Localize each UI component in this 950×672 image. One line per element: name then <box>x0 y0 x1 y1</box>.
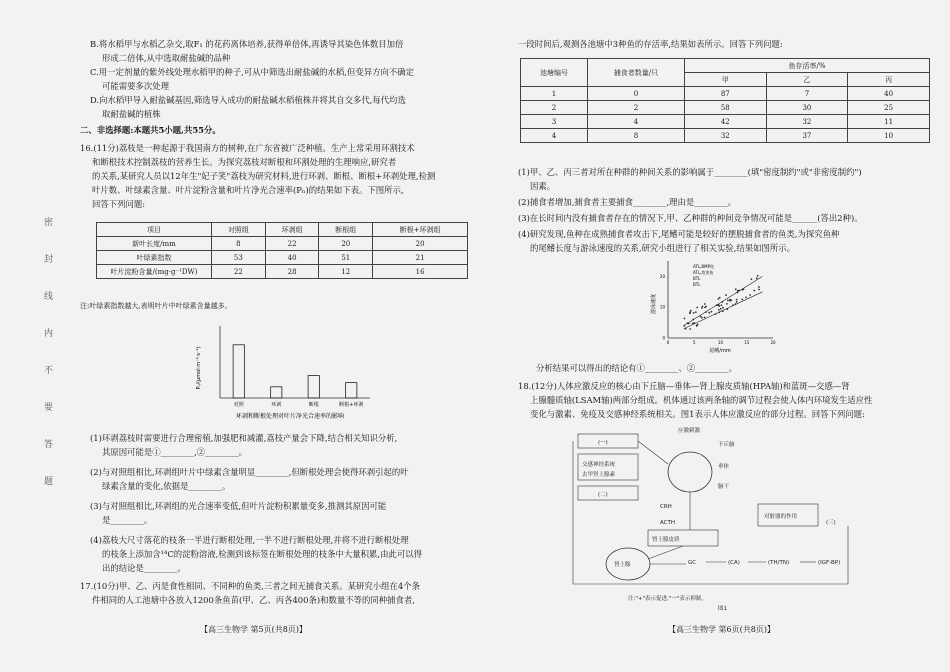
node-label: 交感神经系统 <box>582 462 616 468</box>
table-cell: 4 <box>521 129 588 143</box>
table-cell: 11 <box>848 115 930 129</box>
y-tick-label: 0 <box>662 335 665 341</box>
scatter-chart <box>648 256 778 356</box>
table-cell: 25 <box>848 101 930 115</box>
scatter-point <box>735 288 737 290</box>
scatter-point <box>722 307 724 309</box>
table-cell: 0 <box>588 87 685 101</box>
bar <box>233 345 244 398</box>
table-cell: 新叶长度/mm <box>97 237 212 251</box>
x-tick-label: 10 <box>717 340 724 345</box>
table-header-cell: 鱼存活率/% <box>685 59 930 73</box>
scatter-point <box>708 312 710 314</box>
bar <box>346 383 357 398</box>
table-cell: 叶片淀粉含量/(mg·g⁻¹DW) <box>97 265 212 279</box>
diagram-caption: 注:"+"表示促进,"一"表示抑制。 <box>628 596 707 602</box>
text-line: (4)研究发现,鱼种在成熟捕食者攻击下,尾鳍可能是较好的摆脱捕食者的鱼类,为探究鱼种 <box>518 229 840 239</box>
table-row <box>521 115 930 129</box>
table-cell: 10 <box>848 129 930 143</box>
table-cell: 87 <box>685 87 767 101</box>
table-cell: 2 <box>588 101 685 115</box>
text-line: 其原因可能是①________,②________。 <box>102 447 248 457</box>
hpa-diagram <box>568 424 888 614</box>
x-tick-label: 断根 <box>308 402 319 408</box>
node-label: (二) <box>598 492 608 498</box>
text-line: D.向水稻甲导入耐盐碱基因,筛选导入成功的耐盐碱水稻植株并将其自交多代,每代均选 <box>90 95 406 105</box>
bar <box>271 387 282 398</box>
text-line: (4)荔枝大尺寸落花的枝条一半进行断根处理,一半不进行断根处理,并将不进行断根处理 <box>90 535 409 545</box>
scatter-point <box>727 300 729 302</box>
node-label: (IGF-BP) <box>818 560 841 566</box>
diagram-box <box>578 434 638 448</box>
page-footer: 【高三生物学 第5页(共8页)】 <box>200 625 307 634</box>
scatter-point <box>690 310 692 312</box>
scatter-point <box>719 297 721 299</box>
node-label: (三) <box>826 520 836 526</box>
scatter-point <box>701 317 703 319</box>
text-line: 的关系,某研究人员以12年生"妃子笑"荔枝为研究材料,进行环剥、断根、断根+环剥处理,检测 <box>92 171 436 181</box>
x-tick-label: 5 <box>692 340 696 345</box>
text-line: 因素。 <box>530 181 556 191</box>
trend-line <box>684 292 763 329</box>
binding-label: 要 <box>44 403 54 413</box>
table-cell: 7 <box>766 87 848 101</box>
text-line: 形成二倍体,从中选取耐盐碱的品种 <box>102 53 231 63</box>
text-line: 变化与激素、免疫及交感神经系统相关。图1表示人体应激反应的部分过程。回答下列问题: <box>530 409 865 419</box>
scatter-point <box>736 301 738 303</box>
table-cell: 1 <box>521 87 588 101</box>
legend-entry: ATL,BMP鱼 <box>693 264 714 269</box>
scatter-point <box>758 289 760 291</box>
table-cell: 16 <box>373 265 468 279</box>
chart-caption: 环剥和断根处理对叶片净光合速率的影响 <box>235 413 345 420</box>
binding-label: 题 <box>44 477 54 487</box>
table-header-cell: 捕食者数量/只 <box>588 59 685 87</box>
node-label: 肾上腺 <box>614 562 631 568</box>
scatter-point <box>717 298 719 300</box>
scatter-point <box>757 275 759 277</box>
node-label: (CA) <box>728 560 740 566</box>
table-cell: 4 <box>588 115 685 129</box>
table-cell: 20 <box>373 237 468 251</box>
scatter-point <box>729 299 731 301</box>
node-label: (一) <box>598 440 608 446</box>
legend-entry: ATL,敌害鱼 <box>693 270 714 275</box>
text-line: 可能需要多次处理 <box>102 81 169 91</box>
node-label: ACTH <box>660 520 676 526</box>
scatter-point <box>741 299 743 301</box>
table-header-cell: 丙 <box>848 73 930 87</box>
table-row <box>97 237 468 251</box>
text-line: (1)甲、乙、丙三者对所在种群的种间关系的影响属于________(填"密度制约"或"非密度制约") <box>518 167 862 177</box>
legend-entry: BTL <box>693 276 701 281</box>
text-line: 上腺髓质轴(LSAM轴)两部分组成。机体通过该两条轴的调节过程会使人体内环境发生适应性 <box>530 395 873 405</box>
binding-label: 内 <box>44 329 54 339</box>
node-label: 下丘脑 <box>718 442 735 448</box>
table-header-cell: 对照组 <box>212 223 266 237</box>
y-tick-label: 20 <box>659 273 665 279</box>
table-cell: 2 <box>521 101 588 115</box>
scatter-point <box>701 307 703 309</box>
text-line: 件相同的人工池塘中各放入1200条鱼苗(甲、乙、丙各400条)和数量不等的同种捕食者, <box>92 595 415 605</box>
scatter-point <box>696 307 698 309</box>
text-line: 18.(12分)人体应激反应的核心由下丘脑—垂体—肾上腺皮质轴(HPA轴)和蓝斑—交感—肾 <box>518 381 850 391</box>
table-cell: 32 <box>685 129 767 143</box>
table-cell: 58 <box>685 101 767 115</box>
text-line: 回答下列问题: <box>92 199 146 209</box>
binding-label: 不 <box>44 366 54 376</box>
node-label: 应激刺激 <box>678 428 701 434</box>
table-header-cell: 池塘编号 <box>521 59 588 87</box>
node-label: GC <box>688 560 697 566</box>
x-tick-label: 对照 <box>233 402 244 408</box>
scatter-point <box>689 328 691 330</box>
table-cell: 3 <box>521 115 588 129</box>
scatter-point <box>720 304 722 306</box>
right-page <box>518 0 938 672</box>
table-header-cell: 乙 <box>766 73 848 87</box>
node-label: 脑干 <box>718 484 730 490</box>
text-line: B.将水稻甲与水稻乙杂交,取F₁ 的花药离体培养,获得单倍体,再诱导其染色体数目加倍 <box>90 39 404 49</box>
scatter-point <box>720 308 722 310</box>
binding-label: 密 <box>44 218 54 228</box>
scatter-point <box>693 312 695 314</box>
table-cell: 8 <box>212 237 266 251</box>
text-line: 17.(10分)甲、乙、丙是食性相同、不同种的鱼类,三者之间无捕食关系。某研究小组在4个条 <box>80 581 420 591</box>
text-line: 取耐盐碱的植株 <box>102 109 161 119</box>
scatter-point <box>756 277 758 279</box>
table-cell: 28 <box>265 265 319 279</box>
scatter-point <box>725 294 727 296</box>
table-treatment-results <box>96 222 468 279</box>
diagram-box <box>578 486 638 500</box>
table-header-cell: 环剥组 <box>265 223 319 237</box>
table-cell: 37 <box>766 129 848 143</box>
text-line: 和断根技术控制荔枝的营养生长。为探究荔枝对断根和环割处理的生理响应,研究者 <box>92 157 397 167</box>
node-label: 垂体 <box>718 464 730 470</box>
table-header-cell: 甲 <box>685 73 767 87</box>
node-label: CRH <box>660 504 672 510</box>
table-cell: 22 <box>265 237 319 251</box>
scatter-point <box>718 309 720 311</box>
scatter-point <box>704 306 706 308</box>
table-fish-survival <box>520 58 930 143</box>
scatter-point <box>684 318 686 320</box>
text-line: 分析结果可以得出的结论有①________、②________。 <box>536 363 737 373</box>
text-line: (2)捕食者增加,捕食者主要捕食________,理由是________。 <box>518 197 737 207</box>
x-tick-label: 环剥 <box>271 402 282 408</box>
node-label: 去甲肾上腺素 <box>582 472 616 478</box>
table-header-row <box>521 59 930 73</box>
text-line: 叶片数、叶绿素含量、叶片淀粉含量和叶片净光合速率(Pₙ)的结果如下表。下图所示, <box>92 185 404 195</box>
x-tick-label: 20 <box>770 340 776 345</box>
text-line: 一段时间后,观测各池塘中3种鱼的存活率,结果如表所示。回答下列问题: <box>518 39 783 49</box>
table-cell: 42 <box>685 115 767 129</box>
scatter-point <box>718 305 720 307</box>
arrow <box>638 441 668 464</box>
diagram-group <box>573 426 848 612</box>
table-cell: 8 <box>588 129 685 143</box>
y-tick-label: 10 <box>659 304 665 310</box>
y-axis-label: Pₙ/(μmol·m⁻²·s⁻¹) <box>196 346 202 390</box>
legend-entry: BTL <box>693 282 701 287</box>
bar-chart <box>190 318 380 423</box>
bar <box>308 376 319 398</box>
table-cell: 40 <box>265 251 319 265</box>
table-cell: 22 <box>212 265 266 279</box>
scatter-point <box>750 278 752 280</box>
table-row <box>521 101 930 115</box>
table-cell: 40 <box>848 87 930 101</box>
scatter-point <box>753 290 755 292</box>
x-tick-label: 0 <box>666 340 670 345</box>
scatter-point <box>758 286 760 288</box>
table-row <box>521 129 930 143</box>
scatter-point <box>726 303 728 305</box>
binding-label: 封 <box>44 255 54 265</box>
scatter-point <box>696 325 698 327</box>
scatter-point <box>736 299 738 301</box>
x-tick-label: 断根+环剥 <box>339 402 364 408</box>
scatter-point <box>711 311 713 313</box>
text-line: (3)与对照组相比,环剥组的光合速率变低,但叶片淀粉积累量变多,推测其原因可能 <box>90 501 387 511</box>
scatter-point <box>704 317 706 319</box>
text-line: 是________。 <box>102 515 153 525</box>
text-line: 的枝条上添加含¹⁴C的淀粉溶液,检测到该标签在断根处理的枝条中大量积累,由此可以得 <box>102 549 422 559</box>
table-header-cell: 项目 <box>97 223 212 237</box>
x-tick-label: 15 <box>744 340 750 345</box>
page-footer: 【高三生物学 第6页(共8页)】 <box>668 625 775 634</box>
scatter-point <box>745 296 747 298</box>
binding-label: 线 <box>44 292 54 302</box>
text-line: (1)环剥荔枝时需要进行合理密植,加强肥和减灌,荔枝产量会下降,结合相关知识分析, <box>90 433 398 443</box>
table-cell: 12 <box>319 265 373 279</box>
text-line: C.用一定剂量的紫外线处理水稻甲的种子,可从中筛选出耐盐碱的水稻,但变异方向不确定 <box>90 67 414 77</box>
table-row <box>521 87 930 101</box>
scatter-point <box>749 294 751 296</box>
node-label: 对脏器的作用 <box>764 514 798 520</box>
text-line: (2)与对照组相比,环剥组叶片中绿素含量明显________,但断根处理会使得环剥引起的叶 <box>90 467 409 477</box>
x-axis-label: 尾鳍/mm <box>709 348 731 354</box>
table-header-cell: 断根组 <box>319 223 373 237</box>
text-line: 16.(11分)荔枝是一种起源于我国南方的树种,在广东省被广泛种植。生产上常采用环割技术 <box>80 143 415 153</box>
node-label: (TH/TN) <box>768 560 790 566</box>
table-cell: 叶绿素指数 <box>97 251 212 265</box>
table-header-row <box>97 223 468 237</box>
table-cell: 53 <box>212 251 266 265</box>
table-cell: 21 <box>373 251 468 265</box>
diagram-title: 图1 <box>718 606 727 612</box>
table-cell: 51 <box>319 251 373 265</box>
scatter-point <box>695 311 697 313</box>
scatter-point <box>689 311 691 313</box>
table-note: 注:叶绿素指数越大,表明叶片中叶绿素含量越多。 <box>80 302 232 310</box>
y-axis-label: 游泳速度 <box>651 293 657 315</box>
table-header-cell: 断根+环剥组 <box>373 223 468 237</box>
text-line: 出的结论是________。 <box>102 563 186 573</box>
scatter-point <box>704 303 706 305</box>
brain-shape <box>668 452 712 492</box>
binding-label: 答 <box>44 440 54 450</box>
section-heading: 二、非选择题:本题共5小题,共55分。 <box>80 125 221 135</box>
text-line: 绿素含量的变化,依据是________。 <box>102 481 231 491</box>
text-line: (3)在长时间内没有捕食者存在的情况下,甲、乙种群的种间竞争情况可能是______(答出2种)。 <box>518 213 863 223</box>
table-row <box>97 251 468 265</box>
table-cell: 20 <box>319 237 373 251</box>
arrow <box>648 546 683 559</box>
table-cell: 30 <box>766 101 848 115</box>
text-line: 的尾鳍长度与游泳速度的关系,研究小组进行了相关实验,结果如图所示。 <box>530 243 795 253</box>
table-cell: 32 <box>766 115 848 129</box>
table-row <box>97 265 468 279</box>
left-page <box>80 0 485 672</box>
node-label: 肾上腺皮质 <box>652 537 680 543</box>
